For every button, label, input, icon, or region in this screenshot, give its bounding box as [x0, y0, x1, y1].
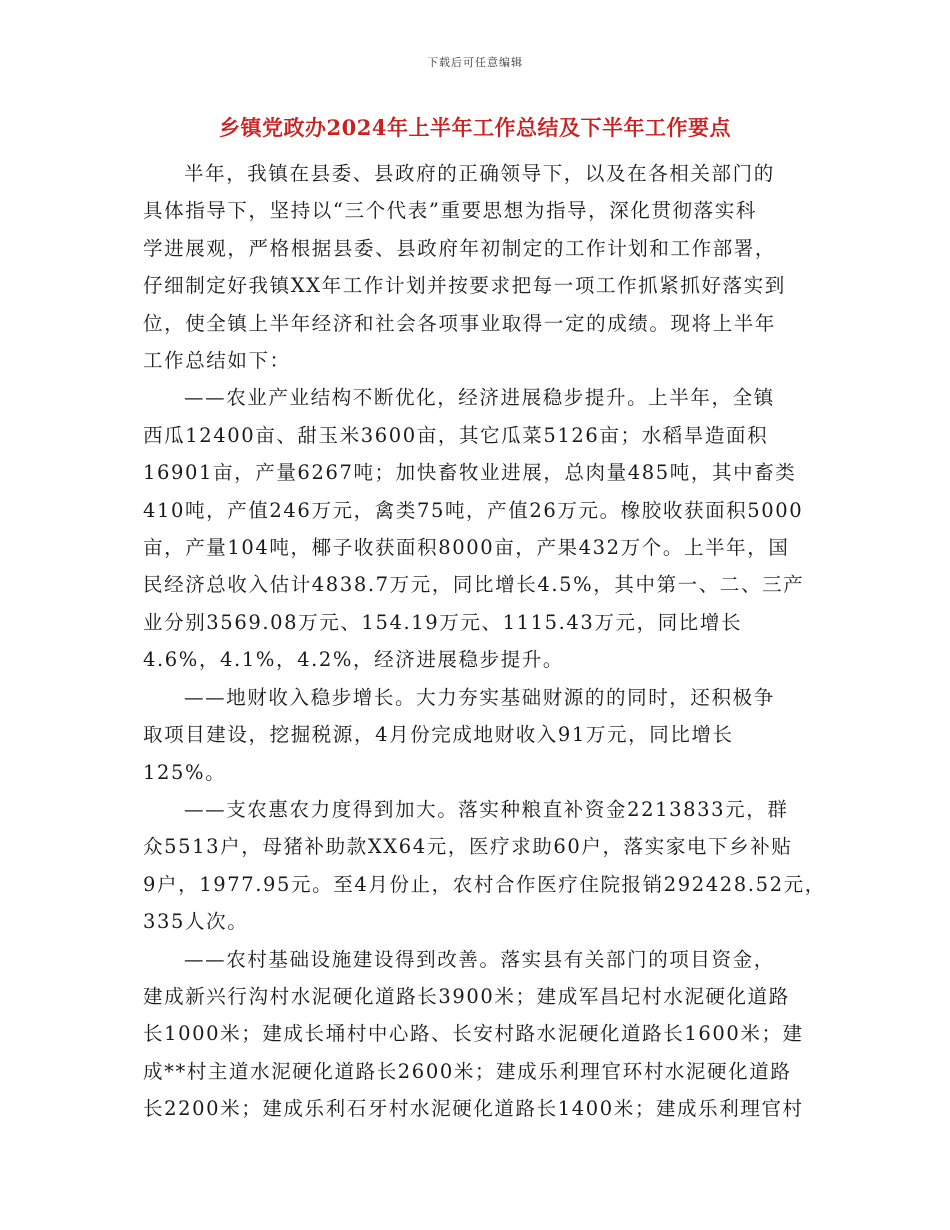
text-line: 民经济总收入估计4838.7万元，同比增长4.5%，其中第一、二、三产	[143, 573, 805, 597]
text-line: 学进展观，严格根据县委、县政府年初制定的工作计划和工作部署，	[143, 236, 777, 260]
paragraph-subsidy	[143, 791, 826, 941]
text-line: 仔细制定好我镇XX年工作计划并按要求把每一项工作抓紧抓好落实到	[143, 274, 786, 298]
text-line: 众5513户，母猪补助款XX64元，医疗求助60户，落实家电下乡补贴	[143, 835, 793, 859]
text-line: 取项目建设，挖掘税源，4月份完成地财收入91万元，同比增长	[143, 723, 734, 747]
text-line: ——农业产业结构不断优化，经济进展稳步提升。上半年，全镇	[184, 386, 775, 410]
paragraph-revenue	[143, 679, 811, 791]
text-line: 125%。	[143, 760, 227, 784]
paragraph-intro	[143, 155, 811, 379]
document-body	[143, 155, 826, 1128]
text-line: 长2200米；建成乐利石牙村水泥硬化道路长1400米；建成乐利理官村	[143, 1097, 804, 1121]
text-line: 16901亩，产量6267吨；加快畜牧业进展，总肉量485吨，其中畜类	[143, 461, 797, 485]
text-line: ——农村基础设施建设得到改善。落实县有关部门的项目资金，	[184, 947, 775, 971]
text-line: 具体指导下，坚持以“三个代表”重要思想为指导，深化贯彻落实科	[143, 199, 757, 223]
text-line: 建成新兴行沟村水泥硬化道路长3900米；建成军昌圮村水泥硬化道路	[143, 984, 790, 1008]
text-line: 4.6%，4.1%，4.2%，经济进展稳步提升。	[143, 648, 565, 672]
paragraph-infrastructure	[143, 941, 811, 1128]
header-note: 下载后可任意编辑	[427, 56, 523, 69]
document-title: 乡镇党政办2024年上半年工作总结及下半年工作要点	[219, 115, 731, 140]
text-line: ——地财收入稳步增长。大力夯实基础财源的的同时，还积极争	[184, 685, 775, 709]
text-line: 410吨，产值246万元，禽类75吨，产值26万元。橡胶收获面积5000	[143, 498, 804, 522]
text-line: 335人次。	[143, 910, 249, 934]
paragraph-agriculture	[143, 379, 811, 678]
text-line: 工作总结如下：	[143, 349, 291, 373]
text-line: 半年，我镇在县委、县政府的正确领导下，以及在各相关部门的	[184, 162, 775, 185]
text-line: ——支农惠农力度得到加大。落实种粮直补资金2213833元，群	[184, 797, 789, 821]
text-line: 亩，产量104吨，椰子收获面积8000亩，产果432万个。上半年，国	[143, 536, 790, 560]
text-line: 9户，1977.95元。至4月份止，农村合作医疗住院报销292428.52元，	[143, 872, 826, 896]
text-line: 西瓜12400亩、甜玉米3600亩，其它瓜菜5126亩；水稻旱造面积	[143, 423, 769, 447]
text-line: 位，使全镇上半年经济和社会各项事业取得一定的成绩。现将上半年	[143, 311, 777, 335]
text-line: 业分别3569.08万元、154.19万元、1115.43万元，同比增长	[143, 610, 743, 634]
text-line: 成**村主道水泥硬化道路长2600米；建成乐利理官环村水泥硬化道路	[143, 1059, 792, 1083]
text-line: 长1000米；建成长埇村中心路、长安村路水泥硬化道路长1600米；建	[143, 1022, 804, 1046]
